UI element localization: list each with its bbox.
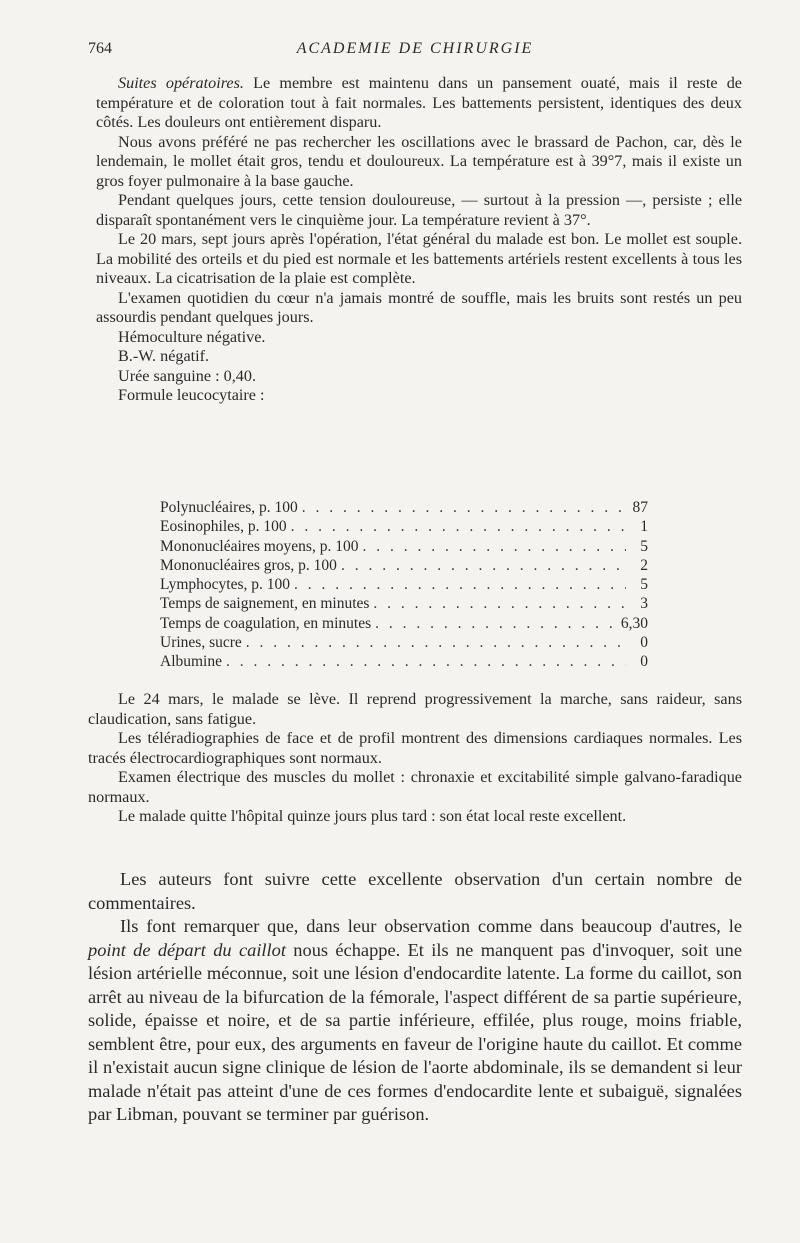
lab-value: 87	[632, 499, 648, 516]
observation-end-section	[88, 690, 742, 827]
paragraph-20-mars: Le 20 mars, sept jours après l'opération, l'état général du malade est bon. Le mollet est souple. La mobilité des orteils et du pied est normale et les battements artériels restent excellents à tous les niveaux. La cicatrisation de la plaie est complète.	[96, 230, 742, 287]
lab-row	[160, 633, 648, 652]
lab-value: 5	[640, 576, 648, 594]
paragraph-text: Ils font remarquer que, dans leur observation comme dans beaucoup d'autres, le	[120, 916, 742, 936]
paragraph-text: Le membre est maintenu dans un pansement ouaté, mais il reste de température et de coloration tout à fait normales. Les battements persistent, identiques des deux côtés. Les douleurs ont entièrement disparu.	[96, 74, 742, 131]
leader-dots	[298, 498, 626, 517]
lab-row	[160, 594, 648, 613]
paragraph-teleradiographies: Les téléradiographies de face et de profil montrent des dimensions cardiaques normales. Les tracés électrocardiographiques sont normaux.	[88, 729, 742, 767]
line-formule: Formule leucocytaire :	[118, 386, 265, 404]
leader-dots	[242, 633, 626, 652]
paragraph-commentaires: Les auteurs font suivre cette excellente observation d'un certain nombre de commentaires.	[88, 869, 742, 913]
paragraph-tension: Pendant quelques jours, cette tension douloureuse, — surtout à la pression —, persiste ; elle disparaît spontanément vers le cinquième jour. La température revient à 37°.	[96, 191, 742, 229]
leader-dots	[358, 537, 626, 556]
lab-value: 3	[640, 595, 648, 613]
paragraph-quitte-hopital: Le malade quitte l'hôpital quinze jours plus tard : son état local reste excellent.	[118, 807, 627, 825]
lab-row	[160, 556, 648, 575]
line-uree: Urée sanguine : 0,40.	[118, 366, 257, 385]
lab-label: Urines, sucre	[160, 634, 242, 652]
paragraph-examen-electrique: Examen électrique des muscles du mollet : chronaxie et excitabilité simple galvano-faradique normaux.	[88, 768, 742, 806]
commentary-section	[88, 868, 742, 1127]
leader-dots	[290, 575, 626, 594]
emphasis-text: point de départ du caillot	[88, 939, 286, 960]
lab-row	[160, 614, 648, 633]
lab-row	[160, 537, 648, 556]
lab-row	[160, 575, 648, 594]
lab-value: 0	[640, 653, 648, 671]
page-number: 764	[88, 40, 112, 57]
lab-label: Eosinophiles, p. 100	[160, 518, 287, 536]
leader-dots	[337, 556, 626, 575]
paragraph-24-mars: Le 24 mars, le malade se lève. Il reprend progressivement la marche, sans raideur, sans claudication, sans fatigue.	[88, 690, 742, 728]
observation-section	[96, 74, 742, 406]
lab-label: Albumine	[160, 653, 222, 671]
leader-dots	[371, 614, 621, 633]
paragraph-text: nous échappe. Et ils ne manquent pas d'invoquer, soit une lésion artérielle méconnue, soit une lésion d'endocardite latente. La forme du caillot, son arrêt au niveau de la bifurcation de la fémorale, l'aspect différent de sa partie supérieure, solide, épaisse et noire, et de sa partie inférieure, effilée, plus rouge, moins friable, semblent être, pour eux, des arguments en faveur de l'origine haute du caillot. Et comme il n'existait aucun signe clinique de lésion de l'aorte abdominale, ils se demandent si leur malade n'était pas atteint d'une de ces formes d'endocardite lente et subaiguë, signalées par Libman, pouvant se terminer par guérison.	[88, 939, 742, 1124]
lab-value: 0	[640, 634, 648, 652]
lab-value: 5	[640, 537, 648, 555]
paragraph-suites-operatoires	[96, 74, 742, 133]
lab-row	[160, 498, 648, 517]
lab-results-table	[160, 498, 648, 672]
leader-dots	[369, 594, 626, 613]
line-hemoculture: Hémoculture négative.	[118, 327, 266, 346]
section-lead: Suites opératoires.	[118, 74, 244, 92]
page-header	[88, 40, 742, 64]
lab-label: Mononucléaires gros, p. 100	[160, 556, 337, 574]
paragraph-remarques	[88, 915, 742, 1127]
running-title: ACADEMIE DE CHIRURGIE	[296, 40, 534, 57]
lab-label: Polynucléaires, p. 100	[160, 499, 298, 516]
lab-value: 6,30	[620, 614, 648, 632]
leader-dots	[287, 517, 626, 536]
lab-label: Temps de saignement, en minutes	[160, 595, 370, 613]
line-bw: B.-W. négatif.	[118, 347, 210, 365]
lab-value: 2	[640, 556, 648, 574]
lab-label: Temps de coagulation, en minutes	[160, 614, 372, 632]
paragraph-oscillations: Nous avons préféré ne pas rechercher les oscillations avec le brassard de Pachon, car, dès le lendemain, le mollet était gros, tendu et douloureux. La température est à 39°7, mais il existe un gros foyer pulmonaire à la base gauche.	[96, 132, 742, 190]
leader-dots	[222, 652, 626, 671]
lab-label: Lymphocytes, p. 100	[160, 576, 291, 594]
lab-label: Mononucléaires moyens, p. 100	[160, 537, 359, 555]
lab-value: 1	[640, 518, 648, 536]
lab-row	[160, 517, 648, 536]
lab-row	[160, 652, 648, 671]
paragraph-examen-coeur: L'examen quotidien du cœur n'a jamais montré de souffle, mais les bruits sont restés un peu assourdis pendant quelques jours.	[96, 288, 742, 326]
